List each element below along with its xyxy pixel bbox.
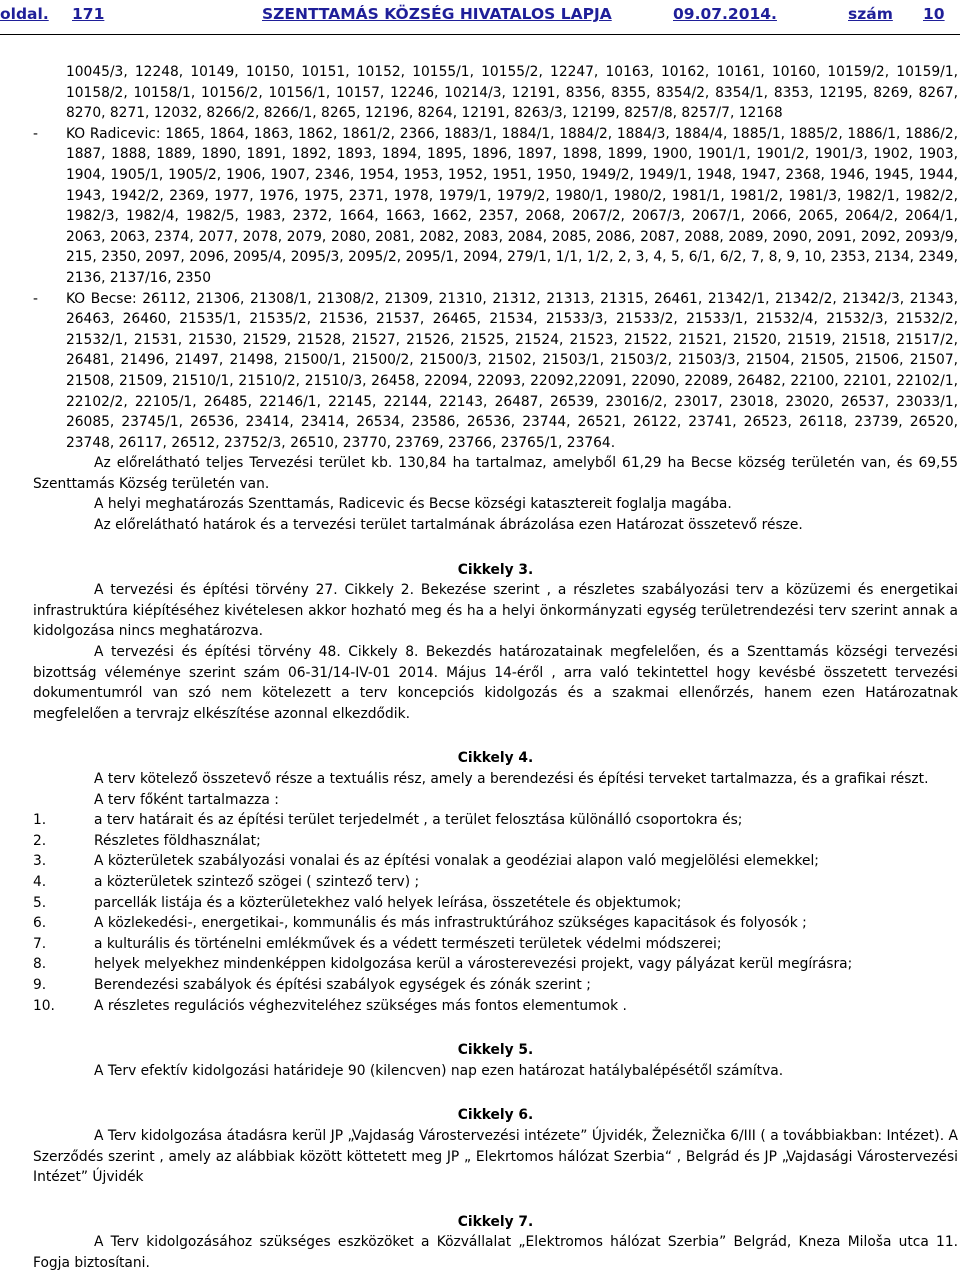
article-4-list [33, 810, 958, 1016]
list-item-text: parcellák listája és a közterületekhez való helyek leírása, összetétele és objektumok; [94, 894, 682, 911]
list-item [33, 996, 958, 1017]
article-4-title: Cikkely 4. [457, 750, 534, 767]
article-5-paragraph-1: A Terv efektív kidolgozási határideje 90 (kilencven) nap ezen határozat hatálybalépésétől számítva. [94, 1062, 784, 1079]
list-item-text: A részletes regulációs véghezviteléhez szükséges más fontos elementumok . [94, 997, 627, 1014]
issue-number: 10 [923, 5, 945, 23]
issue-date: 09.07.2014. [673, 5, 777, 23]
page-header [0, 0, 960, 35]
article-3-paragraph-2: A tervezési és építési törvény 48. Cikkely 8. Bekezdés határozatainak megfelelően, és a Szenttamás községi tervezési bizottság véleménye szerint szám 06-31/14-IV-01 2014. Május 14-éről , arra való tekintettel hogy kevésbé összetett tervezési dokumentumról van szó nem kötelezett a terv koncepciós kidolgozás és a szakmai ellenőrzés, hanem ezen Határozatnak megfelelően a tervrajz elkészítése azonnal elkezdődik. [33, 644, 958, 722]
list-item-text: a kulturális és történelni emlékművek és a védett természeti területek védelmi módszerei; [94, 935, 722, 952]
list-item-text: Berendezési szabályok és építési szabályok egységek és zónák szerint ; [94, 976, 591, 993]
article-4-paragraph-1: A terv kötelező összetevő része a textuális rész, amely a berendezési és építési terveket tartalmazza, és a grafikai részt. [94, 771, 929, 787]
list-item-text: a terv határait és az építési terület terjedelmét , a terület felosztása különálló csoportokra és; [94, 812, 743, 829]
list-item-number: 7. [33, 935, 47, 952]
list-item-number: 10. [33, 997, 55, 1014]
page-label: oldal. [0, 5, 49, 23]
article-7-paragraph-1: A Terv kidolgozásához szükséges eszközöket a Közvállalat „Elektromos hálózat Szerbia” Belgrád, Kneza Miloša utca 11. Fogja biztosítani. [33, 1234, 958, 1271]
lot-list-radicevic-text: KO Radicevic: 1865, 1864, 1863, 1862, 1861/2, 2366, 1883/1, 1884/1, 1884/2, 1884/3, 1884/4, 1885/1, 1885/2, 1886/1, 1886/2, 1887, 1888, 1889, 1890, 1891, 1892, 1893, 1894, 1895, 1896, 1897, 1898, 1899, 1900, 1901/1, 1901/2, 1901/3, 1902, 1903, 1904, 1905/1, 1905/2, 1906, 1907, 2346, 1954, 1953, 1952, 1951, 1950, 1949/2, 1949/1, 1948, 1947, 2368, 1946, 1945, 1944, 1943, 1942/2, 2369, 1977, 1976, 1975, 2371, 1978, 1979/1, 1979/2, 1980/1, 1980/2, 1981/1, 1981/2, 1981/3, 1982/1, 1982/2, 1982/3, 1982/4, 1982/5, 1983, 2372, 1664, 1663, 1662, 2357, 2068, 2067/2, 2067/3, 2067/1, 2066, 2065, 2064/2, 2064/1, 2063, 2063, 2374, 2077, 2078, 2079, 2080, 2081, 2082, 2083, 2084, 2085, 2086, 2087, 2088, 2089, 2090, 2091, 2092, 2093/9, 215, 2350, 2097, 2096, 2095/4, 2095/3, 2095/2, 2095/1, 2094, 279/1, 1/1, 1/2, 2, 3, 4, 5, 6/1, 6/2, 7, 8, 9, 10, 2353, 2134, 2349, 2136, 2137/16, 2350 [66, 125, 958, 286]
list-item-number: 8. [33, 956, 47, 973]
list-item [33, 851, 958, 872]
list-item [33, 872, 958, 893]
list-item [33, 954, 958, 975]
list-item [33, 975, 958, 996]
article-3-paragraph-1: A tervezési és építési törvény 27. Cikkely 2. Bekezése szerint , a részletes szabályozási terv a közüzemi és energetikai infrastruktúra kiépítéséhez kivételesen akkor hozható meg és ha a helyi önkormányzati egység területrendezési terv szerint annak a kidolgozása nincs meghatározva. [33, 582, 958, 640]
dash-bullet: - [33, 290, 38, 307]
list-item-number: 5. [33, 894, 47, 911]
lot-list [33, 62, 958, 453]
intro-paragraph-2: A helyi meghatározás Szenttamás, Radicevic és Becse községi katasztereit foglalja magába. [94, 496, 732, 513]
intro-paragraph-3: Az előrelátható határok és a tervezési terület tartalmának ábrázolása ezen Határozat összetevő része. [94, 517, 803, 534]
article-6-title: Cikkely 6. [457, 1107, 534, 1124]
page-number: 171 [72, 5, 105, 23]
lot-list-radicevic [33, 124, 958, 289]
list-item-number: 3. [33, 853, 47, 870]
list-item-number: 1. [33, 812, 47, 829]
list-item-text: Részletes földhasználat; [94, 832, 261, 849]
list-item [33, 893, 958, 914]
document-body [33, 62, 958, 1273]
list-item-text: helyek melyekhez mindenképpen kidolgozása kerül a városterevezési projekt, vagy pályázat kerül megírásra; [94, 956, 853, 973]
article-5-title: Cikkely 5. [457, 1042, 534, 1059]
list-item-number: 4. [33, 873, 47, 890]
journal-title: SZENTTAMÁS KÖZSÉG HIVATALOS LAPJA [262, 5, 612, 23]
article-6-paragraph-1: A Terv kidolgozása átadásra kerül JP „Vajdaság Várostervezési intézete” Újvidék, Železnička 6/III ( a továbbiakban: Intézet). A Szerződés szerint , amely az alábbiak között köttetett meg JP „ Elekrtomos hálózat Szerbia“ , Belgrád és JP „Vajdasági Várostervezési Intézet” Újvidék [33, 1127, 958, 1186]
dash-bullet: - [33, 125, 38, 142]
list-item-text: A közlekedési-, energetikai-, kommunális és más infrastruktúrához szükséges kapacitások és folyosók ; [94, 915, 807, 932]
intro-paragraph-1: Az előrelátható teljes Tervezési terület kb. 130,84 ha tartalmaz, amelyből 61,29 ha Becse község területén van, és 69,55 Szenttamás Község területén van. [33, 455, 958, 492]
article-4-paragraph-2: A terv főként tartalmazza : [94, 791, 279, 808]
lot-list-becse-text: KO Becse: 26112, 21306, 21308/1, 21308/2, 21309, 21310, 21312, 21313, 21315, 26461, 21342/1, 21342/2, 21342/3, 21343, 26463, 26460, 21535/1, 21535/2, 21536, 21537, 26465, 21534, 21533/3, 21533/2, 21533/1, 21532/4, 21532/3, 21532/2, 21532/1, 21531, 21530, 21529, 21528, 21527, 21526, 21525, 21524, 21523, 21522, 21521, 21520, 21519, 21518, 21517/2, 26481, 21496, 21497, 21498, 21500/1, 21500/2, 21500/3, 21502, 21503/1, 21503/2, 21503/3, 21504, 21505, 21506, 21507, 21508, 21509, 21510/1, 21510/2, 21510/3, 26458, 22094, 22093, 22092,22091, 22090, 22089, 26482, 22100, 22101, 22102/1, 22102/2, 22105/1, 26485, 22146/1, 22145, 22144, 22143, 26487, 26539, 23016/2, 23017, 23018, 23020, 26537, 23033/1, 26085, 23745/1, 26536, 23414, 23414, 26534, 23586, 26536, 23744, 26521, 26122, 23741, 26523, 26118, 23739, 26520, 23748, 26117, 26512, 23752/3, 26510, 23770, 23769, 23766, 23765/1, 23764. [66, 290, 958, 451]
list-item [33, 913, 958, 934]
list-item [33, 810, 958, 831]
lot-list-becse [33, 289, 958, 454]
list-item [33, 934, 958, 955]
list-item [33, 831, 958, 852]
article-3-title: Cikkely 3. [457, 561, 534, 578]
list-item-number: 2. [33, 832, 47, 849]
list-item-number: 6. [33, 915, 47, 932]
list-item-text: A közterületek szabályozási vonalai és az építési vonalak a geodéziai alapon való megjelölési elemekkel; [94, 853, 819, 870]
list-item-number: 9. [33, 976, 47, 993]
issue-label: szám [848, 5, 893, 23]
article-7-title: Cikkely 7. [457, 1213, 534, 1230]
list-item-text: a közterületek szintező szögei ( szintező terv) ; [94, 873, 420, 890]
lot-list-continuation: 10045/3, 12248, 10149, 10150, 10151, 10152, 10155/1, 10155/2, 12247, 10163, 10162, 10161, 10160, 10159/2, 10159/1, 10158/2, 10158/1, 10156/2, 10156/1, 10157, 12246, 10214/3, 12191, 8356, 8355, 8354/2, 8354/1, 8353, 12195, 8269, 8267, 8270, 8271, 12032, 8266/2, 8266/1, 8265, 12196, 8264, 12191, 8263/3, 12199, 8257/8, 8257/7, 12168 [66, 64, 958, 122]
